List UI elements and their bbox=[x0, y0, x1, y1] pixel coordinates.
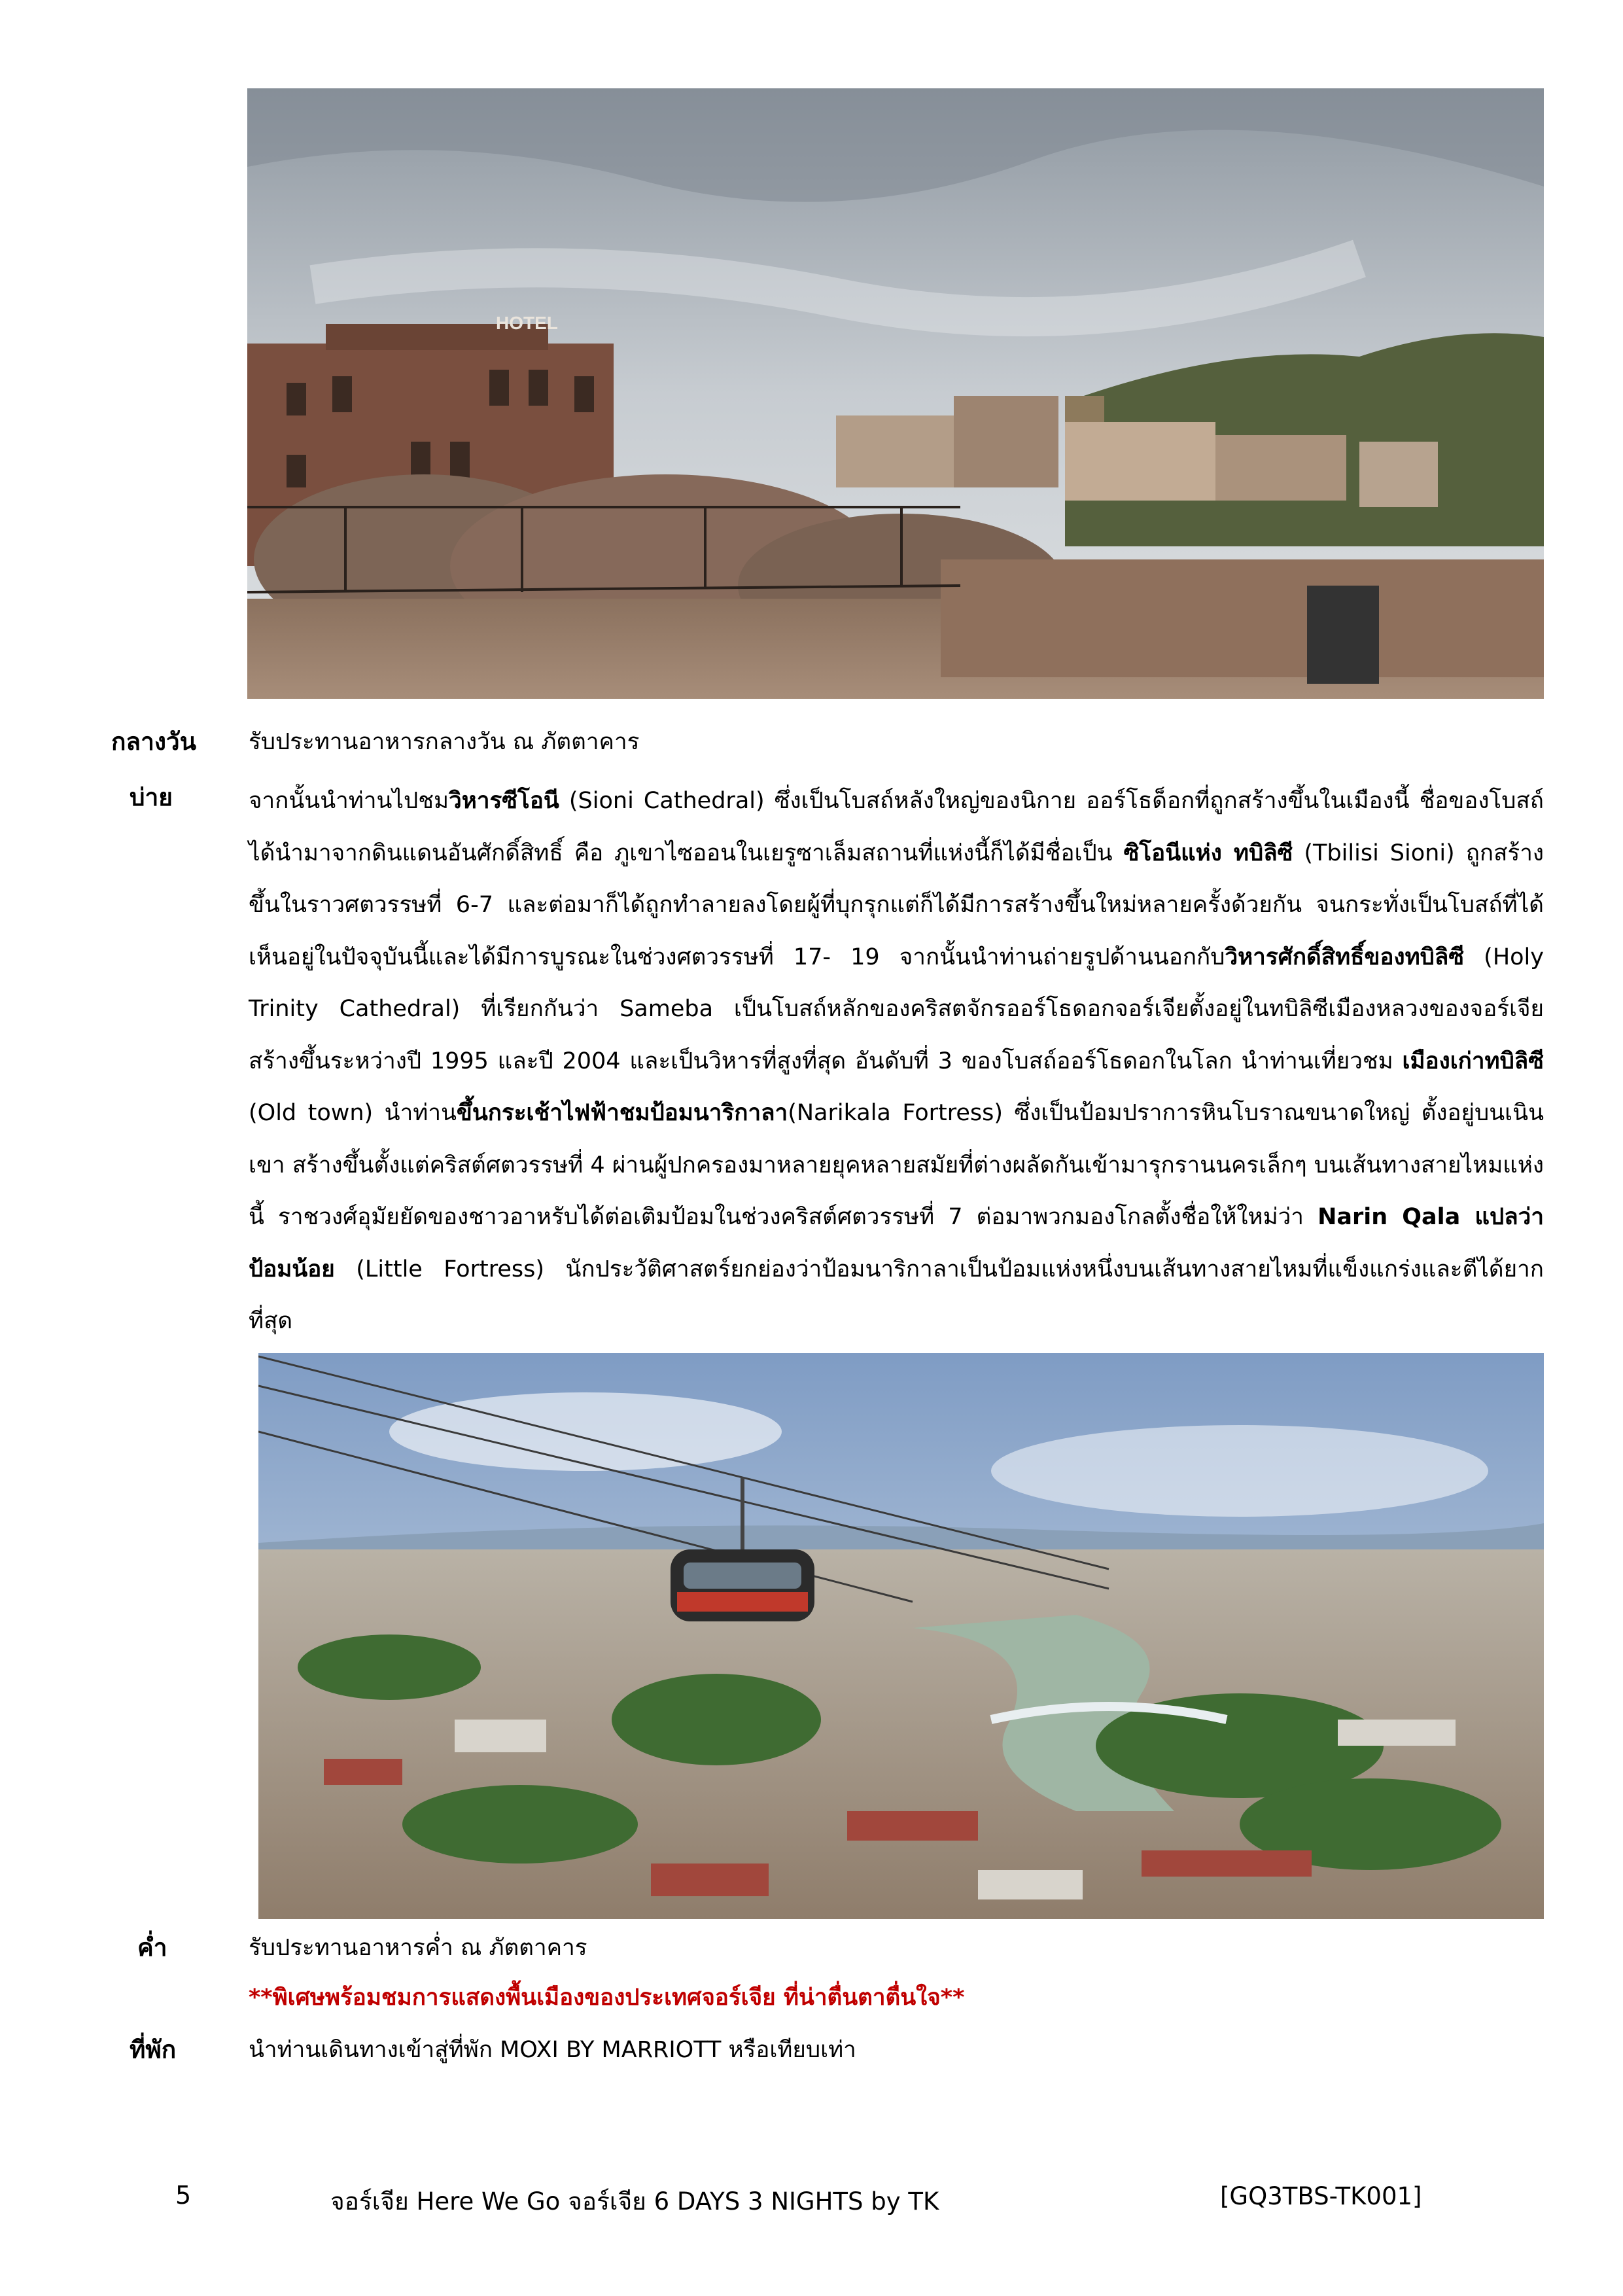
afternoon-highlight-text: ขึ้นกระเช้าไฟฟ้าชมป้อมนาริกาลา bbox=[456, 1100, 788, 1126]
dinner-text: รับประทานอาหารค่ำ ณ ภัตตาคาร bbox=[249, 1935, 587, 1961]
afternoon-paragraph bbox=[249, 775, 1544, 1348]
hotel-sign: HOTEL bbox=[496, 313, 558, 333]
afternoon-highlight-text: ซิโอนีแห่ง ทบิลิซี bbox=[1123, 839, 1293, 866]
dinner-label: ค่ำ bbox=[137, 1934, 167, 1962]
hotel-text: นำท่านเดินทางเข้าสู่ที่พัก MOXI BY MARRIOTT หรือเทียบเท่า bbox=[249, 2037, 856, 2063]
afternoon-text-run: จากนั้นนำท่านไปชม bbox=[249, 788, 449, 814]
afternoon-highlight-text: เมืองเก่าทบิลิซี bbox=[1402, 1048, 1544, 1074]
afternoon-highlight-text: วิหารซีโอนี bbox=[449, 788, 559, 814]
afternoon-label: บ่าย bbox=[130, 783, 173, 811]
afternoon-text-run: (Sioni Cathedral) ซึ่งเป็นโบสถ์หลังใหญ่ของนิกาย ออร์โธด็อกที่ถูกสร้างขึ้นในเมืองนี้ ชื่อของโบสถ์ได้นำมาจากดินแดนอันศักดิ์สิทธิ์ คือ ภูเขาไซออนในเยรูซาเล็มสถานที่แห่งนี้ก็ได้มีชื่อเป็น bbox=[249, 788, 1544, 866]
photo-old-town-baths bbox=[247, 88, 1544, 699]
info-board-shape bbox=[1307, 586, 1379, 684]
photo-cable-car-panorama bbox=[258, 1353, 1544, 1919]
hotel-label: ที่พัก bbox=[130, 2036, 177, 2064]
afternoon-text-run: (Old town) นำท่าน bbox=[249, 1100, 457, 1126]
lunch-label: กลางวัน bbox=[111, 728, 196, 756]
lunch-text: รับประทานอาหารกลางวัน ณ ภัตตาคาร bbox=[249, 729, 640, 755]
special-show-highlight: **พิเศษพร้อมชมการแสดงพื้นเมืองของประเทศจอร์เจีย ที่น่าตื่นตาตื่นใจ** bbox=[249, 1985, 965, 2011]
afternoon-text-run: (Tbilisi Sioni) ถูกสร้างขึ้นในราวศตวรรษที่ 6-7 และต่อมาก็ได้ถูกทำลายลงโดยผู้ที่บุกรุกแต่ก็ได้มีการสร้างขึ้นใหม่หลายครั้งด้วยกัน จนกระทั่งเป็นโบสถ์ที่ได้เห็นอยู่ในปัจจุบันนี้และได้มีการบูรณะในช่วงศตวรรษที่ 17- 19 จากนั้นนำท่านถ่ายรูปด้านนอกกับ bbox=[249, 839, 1544, 970]
afternoon-text-run: (Narikala Fortress) ซึ่งเป็นป้อมปราการหินโบราณขนาดใหญ่ ตั้งอยู่บนเนินเขา สร้างขึ้นตั้งแต่คริสต์ศตวรรษที่ 4 ผ่านผู้ปกครองมาหลายยุคหลายสมัยที่ต่างผลัดกันเข้ามารุกรานนครเล็กๆ บนเส้นทางสายไหมแห่งนี้ ราชวงศ์อุมัยยัดของชาวอาหรับได้ต่อเติมป้อมในช่วงคริสต์ศตวรรษที่ 7 ต่อมาพวกมองโกลตั้งชื่อให้ใหม่ว่า bbox=[249, 1100, 1544, 1230]
afternoon-highlight-text: Narin Qala แปลว่าป้อมน้อย bbox=[249, 1204, 1544, 1282]
afternoon-text-run: (Holy Trinity Cathedral) ที่เรียกกันว่า Sameba เป็นโบสถ์หลักของคริสตจักรออร์โธดอกจอร์เจียตั้งอยู่ในทบิลิซีเมืองหลวงของจอร์เจีย สร้างขึ้นระหว่างปี 1995 และปี 2004 และเป็นวิหารที่สูงที่สุด อันดับที่ 3 ของโบสถ์ออร์โธดอกในโลก นำท่านเที่ยวชม bbox=[249, 944, 1544, 1074]
page-number: 5 bbox=[175, 2181, 192, 2210]
afternoon-highlight-text: วิหารศักดิ์สิทธิ์ของทบิลิซี bbox=[1225, 944, 1465, 970]
tour-code: [GQ3TBS-TK001] bbox=[1220, 2182, 1422, 2210]
afternoon-text-run: (Little Fortress) นักประวัติศาสตร์ยกย่องว่าป้อมนาริกาลาเป็นป้อมแห่งหนึ่งบนเส้นทางสายไหมที่แข็งแกร่งและตีได้ยากที่สุด bbox=[249, 1256, 1544, 1334]
footer-title: จอร์เจีย Here We Go จอร์เจีย 6 DAYS 3 NIGHTS by TK bbox=[330, 2187, 939, 2216]
